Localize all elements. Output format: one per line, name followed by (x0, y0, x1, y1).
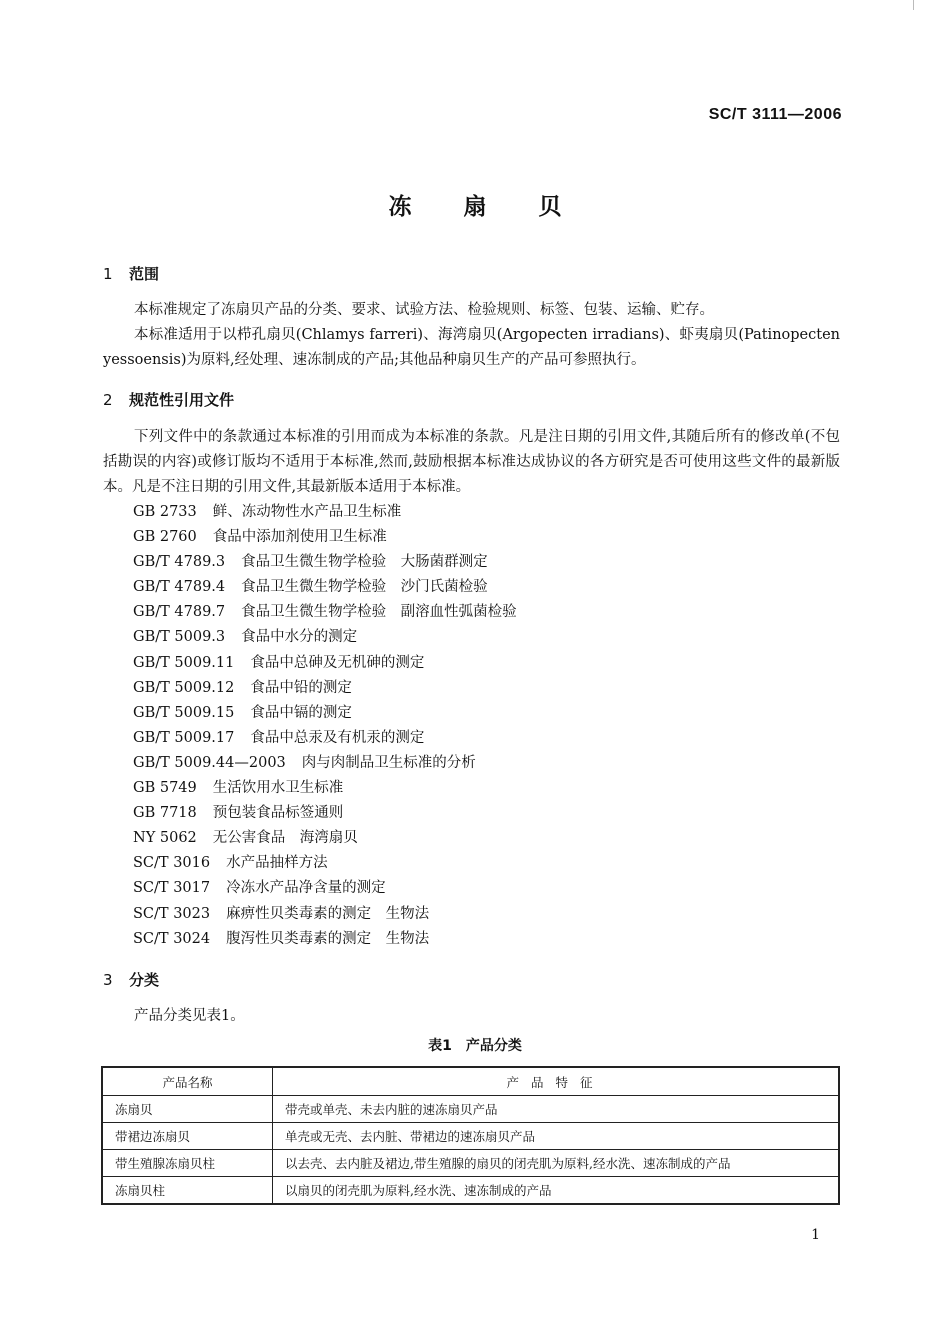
reference-title: 无公害食品 海湾扇贝 (212, 830, 358, 847)
reference-title: 腹泻性贝类毒素的测定 生物法 (226, 930, 430, 947)
reference-code: GB/T 5009.17 (133, 729, 235, 746)
reference-item (133, 500, 517, 525)
product-feature-cell: 单壳或无壳、去内脏、带裙边的速冻扇贝产品 (273, 1123, 840, 1150)
table-row (102, 1150, 839, 1177)
section-number: 1 (103, 265, 113, 283)
reference-item (133, 801, 517, 826)
table-row (102, 1096, 839, 1123)
scope-paragraph-2: 本标准适用于以栉孔扇贝(Chlamys farreri)、海湾扇贝(Argopecten irradians)、虾夷扇贝(Patinopecten yessoensis)为原料,经处理、速冻制成的产品;其他品种扇贝生产的产品可参照执行。 (103, 327, 840, 368)
reference-item (133, 876, 517, 901)
reference-title: 鲜、冻动物性水产品卫生标准 (212, 504, 402, 520)
reference-code: SC/T 3023 (133, 905, 211, 922)
reference-item (133, 826, 517, 851)
column-header-name: 产品名称 (102, 1067, 273, 1096)
normative-reference-list (133, 500, 517, 952)
reference-code: GB/T 5009.15 (133, 704, 235, 721)
classification-intro: 产品分类见表1。 (134, 1008, 245, 1024)
reference-title: 食品中铅的测定 (250, 679, 352, 696)
reference-item (133, 575, 517, 600)
reference-title: 食品中总汞及有机汞的测定 (250, 729, 425, 746)
reference-item (133, 726, 517, 751)
reference-item (133, 550, 517, 575)
reference-title: 食品中水分的测定 (241, 629, 358, 646)
table-row (102, 1123, 839, 1150)
reference-title: 麻痹性贝类毒素的测定 生物法 (226, 905, 430, 922)
section-number: 3 (103, 971, 113, 989)
section-title: 规范性引用文件 (129, 391, 235, 409)
reference-item (133, 776, 517, 801)
product-name-cell: 带生殖腺冻扇贝柱 (102, 1150, 273, 1177)
reference-code: GB/T 4789.3 (133, 554, 226, 571)
reference-title: 水产品抽样方法 (226, 855, 328, 872)
page-number: 1 (811, 1227, 820, 1243)
reference-code: NY 5062 (133, 830, 197, 847)
column-header-feature: 产品特征 (273, 1067, 840, 1096)
reference-code: GB 2733 (133, 504, 197, 520)
reference-item (133, 676, 517, 701)
reference-code: GB 2760 (133, 529, 197, 546)
reference-title: 食品卫生微生物学检验 副溶血性弧菌检验 (241, 604, 517, 621)
section-number: 2 (103, 391, 113, 409)
reference-item (133, 851, 517, 876)
references-intro: 下列文件中的条款通过本标准的引用而成为本标准的条款。凡是注日期的引用文件,其随后所有的修改单(不包括勘误的内容)或修订版均不适用于本标准,然而,鼓励根据本标准达成协议的各方研究是否可使用这些文件的最新版本。凡是不注日期的引用文件,其最新版本适用于本标准。 (103, 429, 840, 495)
scope-paragraph-1: 本标准规定了冻扇贝产品的分类、要求、试验方法、检验规则、标签、包装、运输、贮存。 (134, 302, 714, 318)
section-heading-classification (103, 969, 159, 990)
product-feature-cell: 以去壳、去内脏及裙边,带生殖腺的扇贝的闭壳肌为原料,经水洗、速冻制成的产品 (273, 1150, 840, 1177)
scan-corner-mark (913, 0, 914, 10)
reference-title: 食品中镉的测定 (250, 704, 352, 721)
classification-table (101, 1066, 840, 1205)
reference-title: 食品卫生微生物学检验 大肠菌群测定 (241, 554, 488, 571)
reference-code: SC/T 3016 (133, 855, 211, 872)
reference-item (133, 625, 517, 650)
reference-code: GB 7718 (133, 805, 197, 822)
reference-item (133, 525, 517, 550)
reference-item (133, 751, 517, 776)
reference-item (133, 927, 517, 952)
table-caption: 表1 产品分类 (428, 1038, 522, 1054)
reference-title: 生活饮用水卫生标准 (212, 780, 344, 797)
product-name-cell: 冻扇贝柱 (102, 1177, 273, 1205)
table-row (102, 1177, 839, 1205)
reference-title: 冷冻水产品净含量的测定 (226, 880, 386, 897)
reference-code: SC/T 3017 (133, 880, 211, 897)
reference-code: GB/T 4789.4 (133, 579, 226, 596)
section-title: 分类 (129, 971, 160, 989)
product-name-cell: 带裙边冻扇贝 (102, 1123, 273, 1150)
reference-code: GB/T 5009.11 (133, 654, 235, 671)
reference-item (133, 902, 517, 927)
reference-item (133, 701, 517, 726)
reference-code: GB/T 4789.7 (133, 604, 226, 621)
reference-title: 食品卫生微生物学检验 沙门氏菌检验 (241, 579, 488, 596)
reference-item (133, 600, 517, 625)
reference-code: GB 5749 (133, 780, 197, 797)
reference-item (133, 651, 517, 676)
product-feature-cell: 以扇贝的闭壳肌为原料,经水洗、速冻制成的产品 (273, 1177, 840, 1205)
standard-code: SC/T 3111—2006 (708, 106, 842, 123)
section-heading-references (103, 389, 234, 410)
document-title: 冻 扇 贝 (388, 194, 584, 220)
reference-code: GB/T 5009.12 (133, 679, 235, 696)
section-heading-scope (103, 263, 159, 284)
reference-title: 食品中添加剂使用卫生标准 (212, 529, 387, 546)
reference-code: GB/T 5009.3 (133, 629, 226, 646)
product-feature-cell: 带壳或单壳、未去内脏的速冻扇贝产品 (273, 1096, 840, 1123)
table-header-row (102, 1067, 839, 1096)
reference-title: 食品中总砷及无机砷的测定 (250, 654, 425, 671)
product-name-cell: 冻扇贝 (102, 1096, 273, 1123)
reference-title: 预包装食品标签通则 (212, 805, 344, 822)
reference-code: GB/T 5009.44—2003 (133, 754, 286, 771)
reference-code: SC/T 3024 (133, 930, 211, 947)
section-title: 范围 (129, 265, 160, 283)
reference-title: 肉与肉制品卫生标准的分析 (301, 754, 476, 771)
